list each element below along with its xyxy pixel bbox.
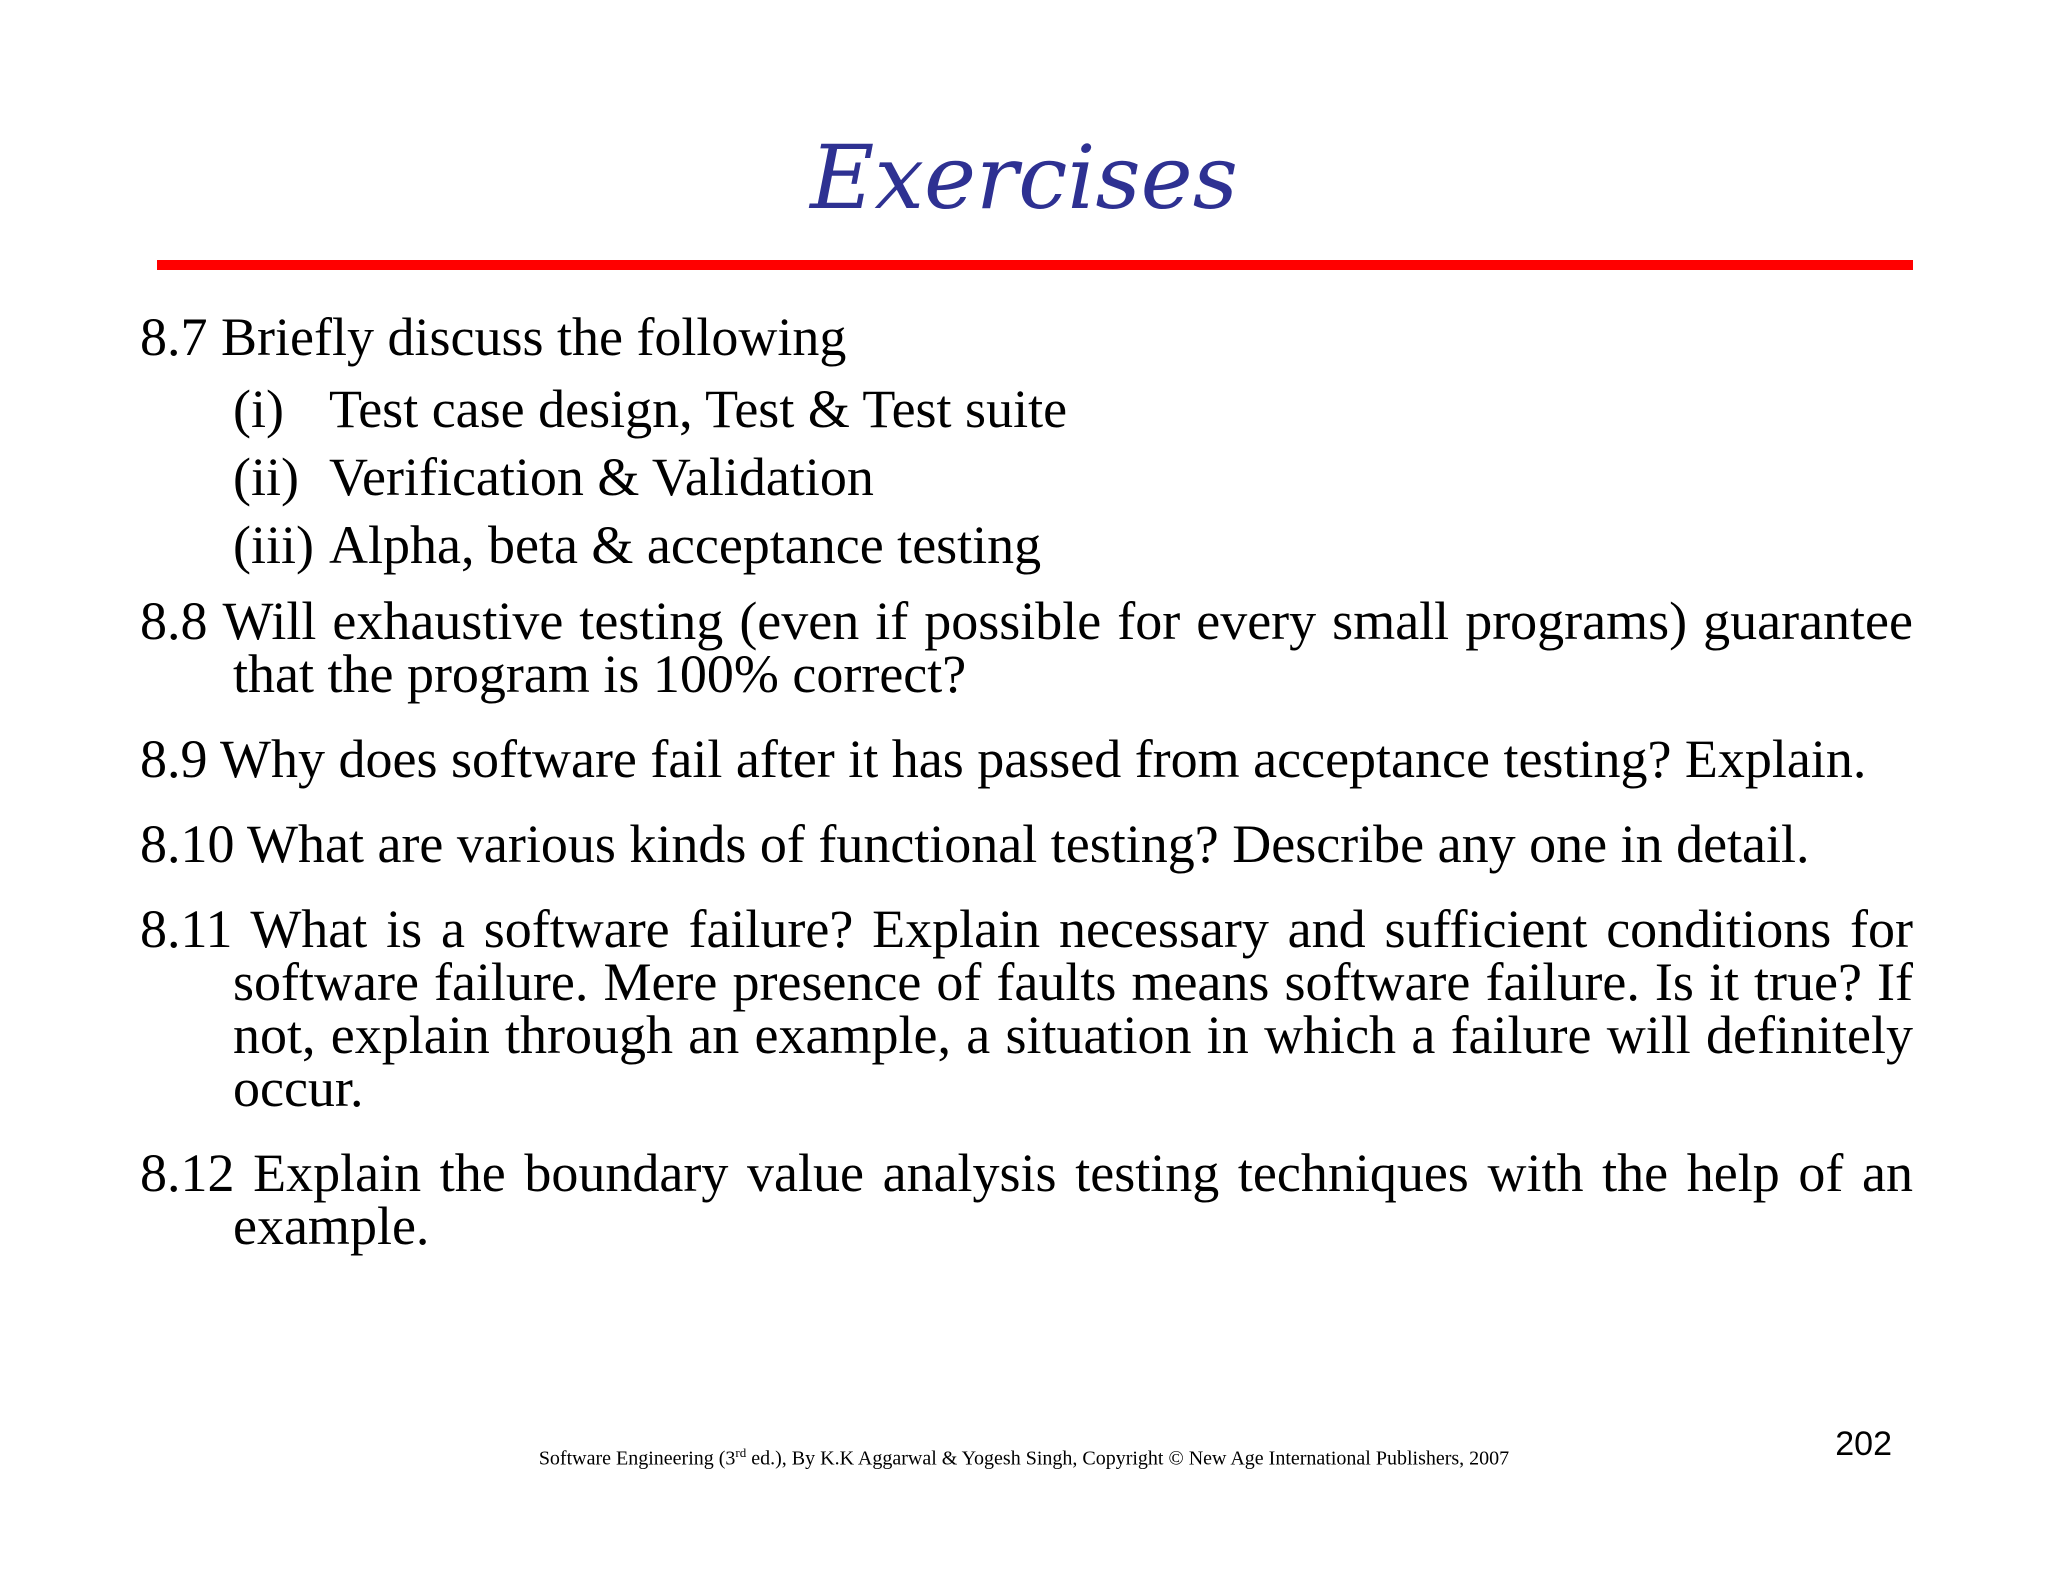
subitem-text: Alpha, beta & acceptance testing <box>329 515 1042 575</box>
title-divider <box>157 260 1913 270</box>
subitem-i <box>233 375 1913 443</box>
exercise-8-7: 8.7 Briefly discuss the following <box>140 307 847 367</box>
subitem-iii <box>233 511 1913 579</box>
footer-prefix: Software Engineering (3 <box>538 1447 736 1470</box>
exercise-list <box>140 300 1913 1285</box>
exercise-8-8: 8.8 Will exhaustive testing (even if possible for every small programs) guarantee that the program is 100% correct? <box>140 591 1913 704</box>
exercise-8-10: 8.10 What are various kinds of functional testing? Describe any one in detail. <box>140 814 1810 874</box>
exercise-8-11: 8.11 What is a software failure? Explain necessary and sufficient conditions for software failure. Mere presence of faults means software failure. Is it true? If not, explain through an example, a situation in which a failure will definitely occur. <box>140 899 1913 1118</box>
footer-citation <box>0 1440 2048 1472</box>
subitem-number: (ii) <box>233 447 299 507</box>
subitem-text: Test case design, Test & Test suite <box>329 379 1068 439</box>
footer-suffix: ed.), By K.K Aggarwal & Yogesh Singh, Copyright © New Age International Publishers, 2007 <box>746 1447 1510 1470</box>
footer-superscript: rd <box>735 1445 747 1460</box>
subitem-number: (iii) <box>233 515 314 575</box>
exercise-8-9: 8.9 Why does software fail after it has passed from acceptance testing? Explain. <box>140 729 1867 789</box>
subitem-number: (i) <box>233 379 284 439</box>
subitem-ii <box>233 443 1913 511</box>
subitem-text: Verification & Validation <box>329 447 874 507</box>
exercise-8-7-subitems <box>233 375 1913 579</box>
slide-title: Exercises <box>810 126 1238 229</box>
page-number: 202 <box>1835 1425 1892 1463</box>
exercise-8-12: 8.12 Explain the boundary value analysis testing techniques with the help of an example. <box>140 1143 1913 1256</box>
